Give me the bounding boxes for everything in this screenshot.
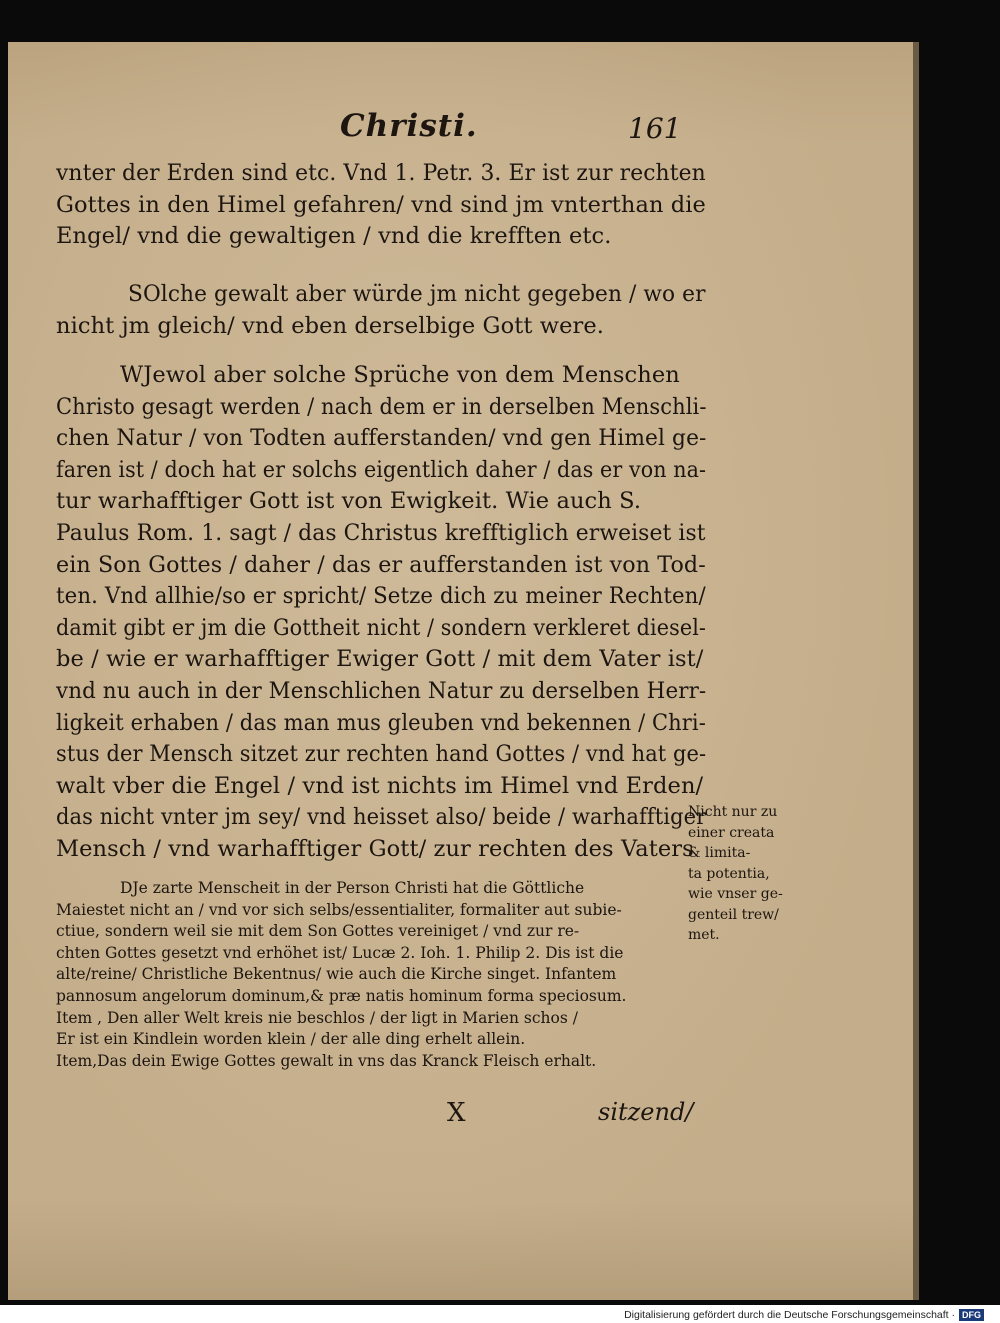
margin-note	[688, 802, 818, 946]
note-line: Item,Das dein Ewige Gottes gewalt in vns das Kranck Fleisch erhalt.	[56, 1051, 597, 1070]
paragraph-1	[56, 158, 706, 253]
signature-mark: X	[447, 1098, 466, 1128]
text-line: Engel/ vnd die gewaltigen / vnd die krefften etc.	[56, 223, 612, 250]
dfg-logo: DFG	[959, 1309, 984, 1321]
note-line: Er ist ein Kindlein worden klein / der alle ding erhelt allein.	[56, 1030, 526, 1049]
note-line: Maiestet nicht an / vnd vor sich selbs/essentialiter, formaliter aut subie-	[56, 900, 622, 919]
text-line: stus der Mensch sitzet zur rechten hand Gottes / vnd hat ge-	[56, 741, 707, 768]
text-line: WJewol aber solche Sprüche von dem Menschen	[120, 362, 680, 388]
text-line: Mensch / vnd warhafftiger Gott/ zur rechten des Vaters	[56, 835, 694, 862]
margin-line: genteil trew/	[688, 906, 779, 923]
text-line: vnd nu auch in der Menschlichen Natur zu derselben Herr-	[56, 677, 707, 704]
margin-line: & limita-	[688, 845, 751, 861]
text-line: chen Natur / von Todten aufferstanden/ vnd gen Himel ge-	[56, 425, 707, 452]
text-line: Paulus Rom. 1. sagt / das Christus krefftiglich erweiset ist	[56, 519, 706, 546]
text-line: Christo gesagt werden / nach dem er in derselben Menschli-	[56, 393, 707, 420]
text-line: Gottes in den Himel gefahren/ vnd sind jm vnterthan die	[56, 191, 706, 218]
paragraph-3	[56, 360, 706, 866]
note-line: ctiue, sondern weil sie mit dem Son Gottes vereiniget / vnd zur re-	[56, 922, 580, 941]
note-line: DJe zarte Menscheit in der Person Christi hat die Göttliche	[120, 879, 585, 897]
margin-line: wie vnser ge-	[688, 886, 783, 902]
margin-line: ta potentia,	[688, 865, 770, 882]
text-line: walt vber die Engel / vnd ist nichts im Himel vnd Erden/	[56, 772, 704, 799]
note-block	[56, 878, 686, 1072]
text-line: vnter der Erden sind etc. Vnd 1. Petr. 3. Er ist zur rechten	[56, 160, 706, 186]
catchword: sitzend/	[598, 1098, 694, 1126]
margin-line: Nicht nur zu	[688, 804, 778, 820]
text-line: das nicht vnter jm sey/ vnd heisset also/ beide / warhafftiger	[56, 804, 707, 831]
margin-line: met.	[688, 927, 720, 943]
note-line: alte/reine/ Christliche Bekentnus/ wie auch die Kirche singet. Infantem	[56, 965, 617, 984]
text-line: damit gibt er jm die Gottheit nicht / sondern verkleret diesel-	[56, 614, 707, 641]
text-line: ein Son Gottes / daher / das er aufferstanden ist von Tod-	[56, 551, 706, 578]
text-line: faren ist / doch hat er solchs eigentlich daher / das er von na-	[56, 456, 707, 483]
text-line: nicht jm gleich/ vnd eben derselbige Gott were.	[56, 312, 605, 339]
margin-line: einer creata	[688, 824, 775, 841]
note-line: chten Gottes gesetzt vnd erhöhet ist/ Lucæ 2. Ioh. 1. Philip 2. Dis ist die	[56, 943, 624, 962]
footer-credit	[624, 1309, 984, 1321]
page-edge	[913, 42, 919, 1300]
footer-text: Digitalisierung gefördert durch die Deutsche Forschungsgemeinschaft ·	[624, 1309, 955, 1321]
text-line: be / wie er warhafftiger Ewiger Gott / mit dem Vater ist/	[56, 646, 704, 673]
page-number: 161	[628, 112, 682, 145]
note-line: Item , Den aller Welt kreis nie beschlos / der ligt in Marien schos /	[56, 1008, 578, 1027]
text-line: SOlche gewalt aber würde jm nicht gegeben / wo er	[128, 281, 706, 307]
text-line: ten. Vnd allhie/so er spricht/ Setze dich zu meiner Rechten/	[56, 583, 706, 610]
note-line: pannosum angelorum dominum,& præ natis hominum forma speciosum.	[56, 986, 627, 1005]
text-line: ligkeit erhaben / das man mus gleuben vnd bekennen / Chri-	[56, 709, 706, 736]
paragraph-2	[56, 279, 706, 342]
text-line: tur warhafftiger Gott ist von Ewigkeit. Wie auch S.	[56, 488, 642, 515]
running-head: Christi.	[340, 108, 478, 144]
